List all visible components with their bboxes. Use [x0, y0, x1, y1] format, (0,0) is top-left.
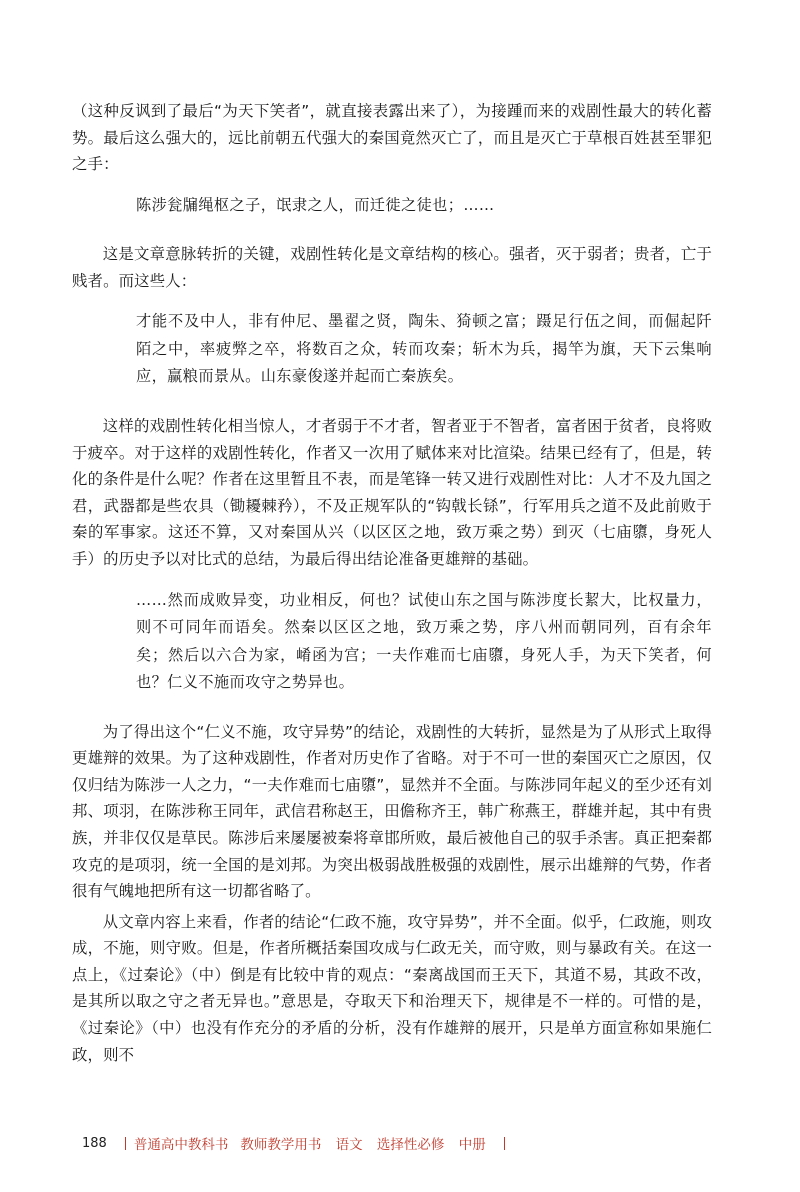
quote-3: ……然而成败异变，功业相反，何也？试使山东之国与陈涉度长絜大，比权量力，则不可同年而语矣。然秦以区区之地，致万乘之势，序八州而朝同列，百有余年矣；然后以六合为家，崤函为宫；一夫作难而七庙隳，身死人手，为天下笑者，何也？仁义不施而攻守之势异也。 [136, 590, 712, 692]
footer-book-part: 教师教学用书 [240, 1137, 322, 1153]
footer-series: 普通高中教科书 [133, 1137, 229, 1153]
footer-book-part: 中册 [458, 1137, 486, 1153]
paragraph-5: 从文章内容上来看，作者的结论“仁政不施，攻守异势”，并不全面。似乎，仁政施，则攻成，不施，则守败。但是，作者所概括秦国攻成与仁政无关，而守败，则与暴政有关。在这一点上，《过秦论》（中）倒是有比较中肯的观点：“秦离战国而王天下，其道不易，其政不改，是其所以取之守之者无异也。”意思是，夺取天下和治理天下，规律是不一样的。可惜的是，《过秦论》（中）也没有作充分的矛盾的分析，没有作雄辩的展开，只是单方面宣称如果施仁政，则不 [72, 912, 712, 1064]
page-number: 188 [82, 1135, 107, 1151]
paragraph-2: 这是文章意脉转折的关键，戏剧性转化是文章结构的核心。强者，灭于弱者；贵者，亡于贱者。而这些人： [72, 245, 712, 290]
footer-divider [125, 1137, 126, 1150]
footer-book-part: 语文 [335, 1137, 363, 1153]
body-text [72, 98, 712, 1082]
page-footer [82, 1133, 513, 1153]
quote-2: 才能不及中人，非有仲尼、墨翟之贤，陶朱、猗顿之富；蹑足行伍之间，而倔起阡陌之中，率疲弊之卒，将数百之众，转而攻秦；斩木为兵，揭竿为旗，天下云集响应，赢粮而景从。山东豪俊遂并起而亡秦族矣。 [136, 312, 712, 386]
quote-1: 陈涉瓮牖绳枢之子，氓隶之人，而迁徙之徒也；…… [136, 195, 495, 214]
footer-divider [504, 1137, 505, 1150]
paragraph-4: 为了得出这个“仁义不施，攻守异势”的结论，戏剧性的大转折，显然是为了从形式上取得更雄辩的效果。为了这种戏剧性，作者对历史作了省略。对于不可一世的秦国灭亡之原因，仅仅归结为陈涉一人之力，“一夫作难而七庙隳”，显然并不全面。与陈涉同年起义的至少还有刘邦、项羽，在陈涉称王同年，武信君称赵王，田儋称齐王，韩广称燕王，群雄并起，其中有贵族，并非仅仅是草民。陈涉后来屡屡被秦将章邯所败，最后被他自己的驭手杀害。真正把秦都攻克的是项羽，统一全国的是刘邦。为突出极弱战胜极强的戏剧性，展示出雄辩的气势，作者很有气魄地把所有这一切都省略了。 [72, 722, 712, 901]
footer-book-title [240, 1133, 495, 1153]
paragraph-1: （这种反讽到了最后“为天下笑者”，就直接表露出来了），为接踵而来的戏剧性最大的转化蓄势。最后这么强大的，远比前朝五代强大的秦国竟然灭亡了，而且是灭亡于草根百姓甚至罪犯之手： [72, 102, 712, 174]
paragraph-3: 这样的戏剧性转化相当惊人，才者弱于不才者，智者亚于不智者，富者困于贫者，良将败于疲卒。对于这样的戏剧性转化，作者又一次用了赋体来对比渲染。结果已经有了，但是，转化的条件是什么呢？作者在这里暂且不表，而是笔锋一转又进行戏剧性对比：人才不及九国之君，武器都是些农具（锄耰棘矜），不及正规军队的“钩戟长铩”，行军用兵之道不及此前败于秦的军事家。这还不算，又对秦国从兴（以区区之地，致万乘之势）到灭（七庙隳，身死人手）的历史予以对比式的总结，为最后得出结论准备更雄辩的基础。 [72, 416, 712, 568]
footer-book-part: 选择性必修 [376, 1137, 445, 1153]
